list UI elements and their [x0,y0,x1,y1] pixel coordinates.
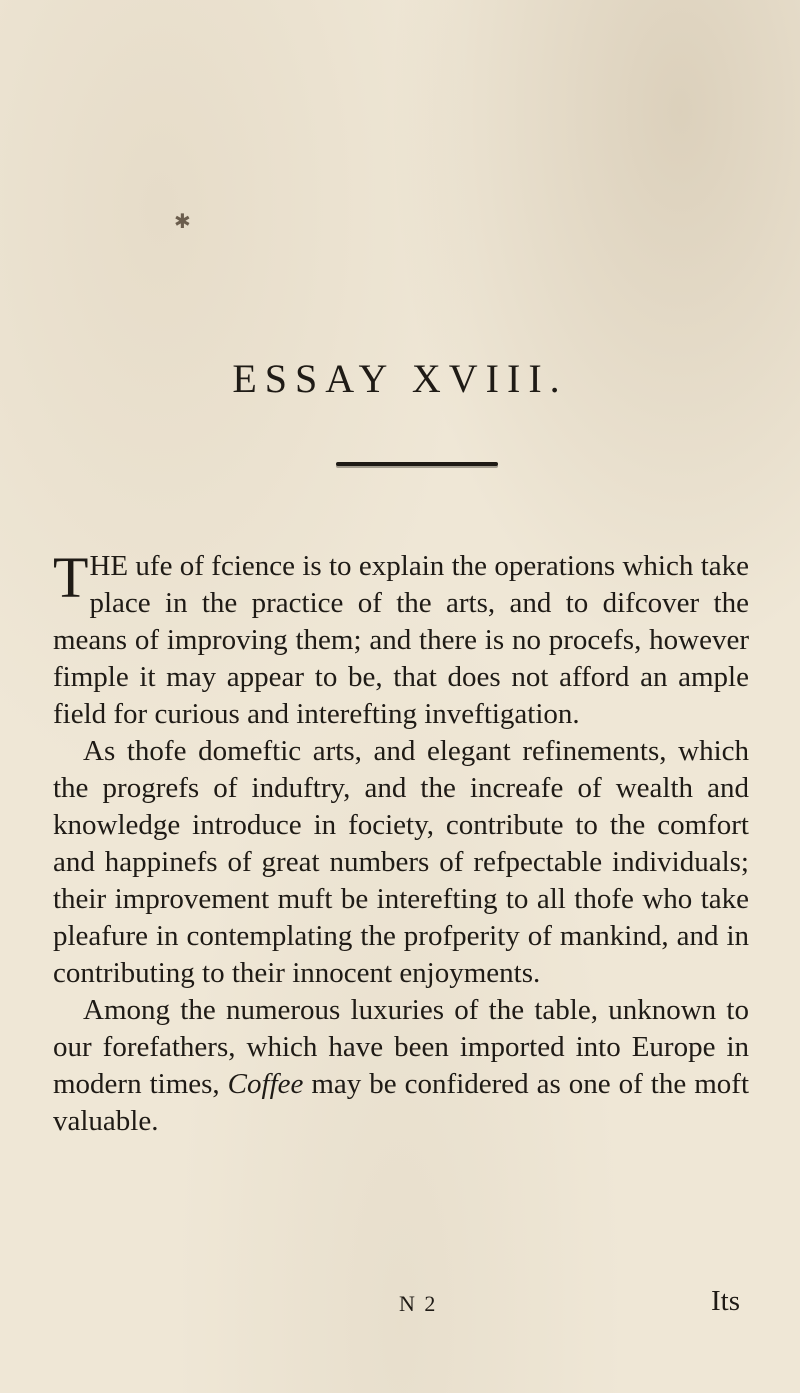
catchword: Its [711,1285,740,1317]
title-rule [336,462,498,466]
body-text [53,545,750,1140]
paragraph-1 [53,545,749,733]
paragraph-2: As thofe domeftic arts, and elegant refinements, which the progrefs of induftry, and the increafe of wealth and knowledge introduce in fociety, contribute to the comfort and happinefs of great numbers of refpectable individuals; their improvement muft be interefting to all thofe who take pleafure in contemplating the profperity of mankind, and in contributing to their innocent enjoyments. [53,735,749,989]
ink-speck-icon: ✱ [174,211,191,233]
signature-mark: N 2 [399,1291,438,1316]
drop-cap: T [53,545,89,610]
paragraph-3-text-before: Among the numerous luxuries of the table, unknown to our forefathers, which have been imported into Europe in modern times, [53,994,749,1100]
coffee-emphasis: Coffee [227,1068,304,1100]
paragraph-1-text: HE ufe of fcience is to explain the operations which take place in the practice of the arts, and to difcover the means of improving them; and there is no procefs, however fimple it may appear to be, that does not afford an ample field for curious and interefting inveftigation. [53,550,749,730]
paragraph-3-text-after: may be confidered as one of the moft valuable. [53,1068,750,1137]
essay-heading: ESSAY XVIII. [232,356,568,401]
paragraph-3 [53,992,749,1140]
page-footer [0,1285,800,1325]
